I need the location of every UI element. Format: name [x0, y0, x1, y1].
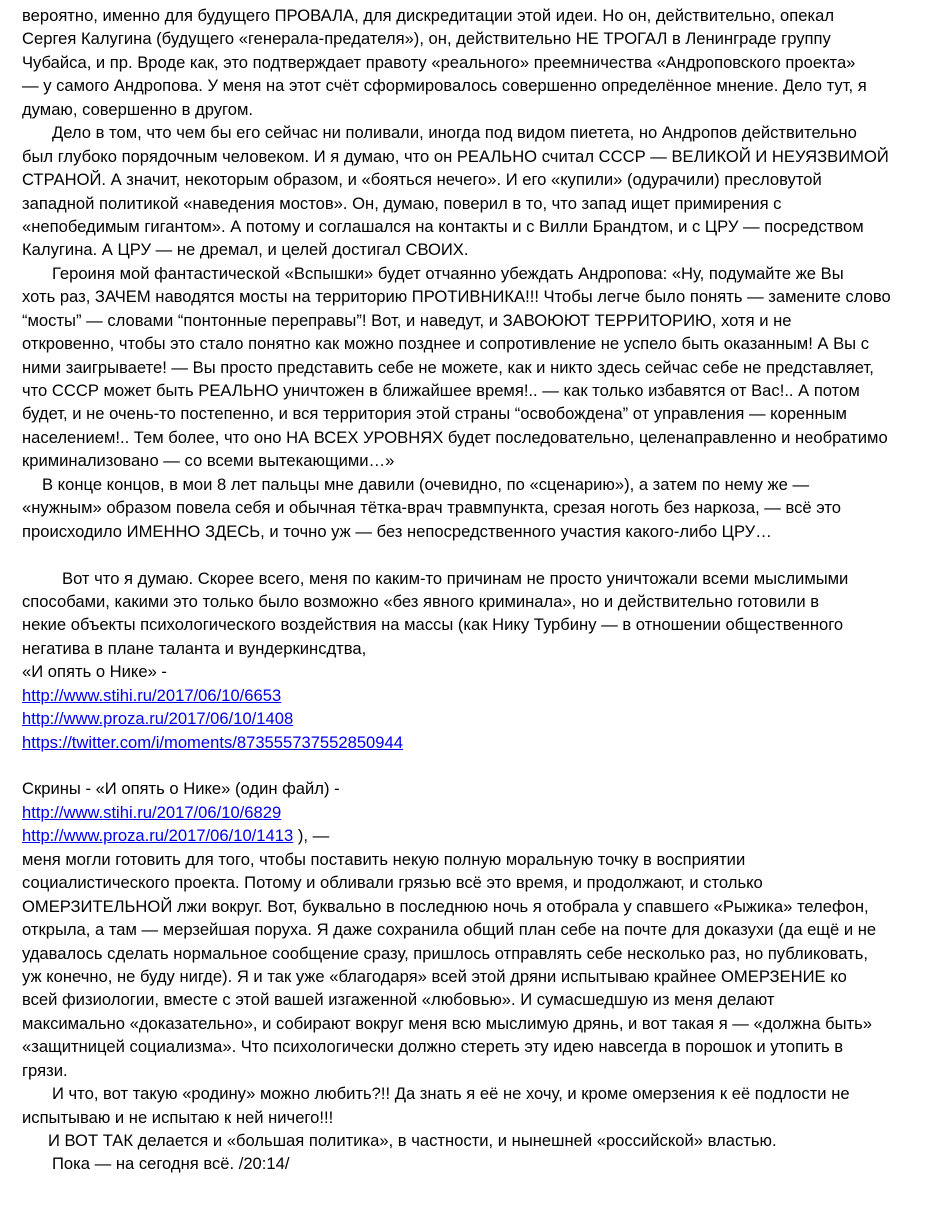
stihi-link[interactable]: http://www.stihi.ru/2017/06/10/6653 [22, 685, 282, 705]
text-line: всей физиологии, вместе с этой вашей изгаженной «любовью». И сумасшедшую из меня делают [22, 990, 775, 1010]
text-line: «непобедимым гигантом». А потому и соглашался на контакты и с Вилли Брандтом, и с ЦРУ — посредством [22, 216, 864, 236]
blank-line [22, 754, 932, 777]
text-line: вероятно, именно для будущего ПРОВАЛА, для дискредитации этой идеи. Но он, действительно, опекал [22, 6, 835, 25]
text-line: удавалось сделать нормальное сообщение сразу, пришлось отправлять себе несколько раз, но публиковать, [22, 943, 869, 963]
text-line: “мосты” — словами “понтонные переправы”! Вот, и наведут, и ЗАВОЮЮТ ТЕРРИТОРИЮ, хотя и не [22, 310, 792, 330]
text-line: «защитницей социализма». Что психологически должно стереть эту идею навсегда в порошок и утопить в [22, 1037, 844, 1057]
proza-link[interactable]: http://www.proza.ru/2017/06/10/1408 [22, 709, 294, 729]
paragraph-6 [22, 848, 932, 1082]
text-line: способами, какими это только было возможно «без явного криминала», но и действительно готовили в [22, 591, 820, 611]
text-line: был глубоко порядочным человеком. И я думаю, что он РЕАЛЬНО считал СССР — ВЕЛИКОЙ И НЕУЯЗВИМОЙ [22, 146, 889, 166]
text-line: происходило ИМЕННО ЗДЕСЬ, и точно уж — без непосредственного участия какого-либо ЦРУ… [22, 521, 772, 541]
links-group-1 [22, 684, 932, 754]
text-line: негатива в плане таланта и вундеркинсдтва, [22, 638, 367, 658]
text-line: «И опять о Нике» - [22, 662, 167, 682]
document-page [22, 4, 932, 1176]
text-line: ними заигрываете! — Вы просто представить себе не можете, как и никто здесь сейчас себе не представляет, [22, 357, 874, 377]
proza-screens-link[interactable]: http://www.proza.ru/2017/06/10/1413 [22, 826, 294, 846]
paragraph-7 [22, 1082, 932, 1129]
screens-label: Скрины - «И опять о Нике» (один файл) - [22, 779, 340, 799]
text-line: думаю, совершенно в другом. [22, 99, 253, 119]
text-line: Калугина. А ЦРУ — не дремал, и целей достигал СВОИХ. [22, 240, 469, 260]
link-suffix: ), — [293, 826, 330, 846]
text-line: открыла, а там — мерзейшая поруха. Я даже сохранила общий план себе на почте для доказухи (да ещё и не [22, 920, 877, 940]
text-line: грязи. [22, 1060, 68, 1080]
text-line: И что, вот такую «родину» можно любить?!! Да знать я её не хочу, и кроме омерзения к её подлости не [52, 1084, 850, 1104]
text-line: максимально «доказательно», и собирают вокруг меня всю мыслимую дрянь, и вот такая я — «должна быть» [22, 1013, 872, 1033]
stihi-screens-link[interactable]: http://www.stihi.ru/2017/06/10/6829 [22, 802, 282, 822]
text-line: населением!.. Тем более, что оно НА ВСЕХ УРОВНЯХ будет последовательно, целенаправленно и необратимо [22, 427, 888, 447]
paragraph-4 [22, 473, 932, 543]
text-line: откровенно, чтобы это стало понятно как можно позднее и сопротивление не успело быть оказанным! А Вы с [22, 334, 869, 354]
text-line: хоть раз, ЗАЧЕМ наводятся мосты на территорию ПРОТИВНИКА!!! Чтобы легче было понять — замените слово [22, 287, 891, 307]
text-line: Вот что я думаю. Скорее всего, меня по каким-то причинам не просто уничтожали всеми мыслимыми [62, 568, 849, 588]
text-line: некие объекты психологического воздействия на массы (как Нику Турбину — в отношении общественного [22, 615, 844, 635]
text-line: Героиня мой фантастической «Вспышки» будет отчаянно убеждать Андропова: «Ну, подумайте же Вы [52, 263, 844, 283]
text-line: испытываю и не испытаю к ней ничего!!! [22, 1107, 334, 1127]
text-line: «нужным» образом повела себя и обычная тётка-врач травмпункта, срезая ноготь без наркоза, — всё это [22, 498, 841, 518]
paragraph-1 [22, 4, 932, 121]
text-line: Дело в том, что чем бы его сейчас ни поливали, иногда под видом пиетета, но Андропов действительно [52, 123, 857, 143]
text-line: — у самого Андропова. У меня на этот счёт сформировалось совершенно определённое мнение. Дело тут, я [22, 76, 867, 96]
paragraph-8: И ВОТ ТАК делается и «большая политика», в частности, и нынешней «российской» властью. [48, 1131, 777, 1150]
links-group-2 [22, 801, 932, 848]
text-line: что СССР может быть РЕАЛЬНО уничтожен в ближайшее время!.. — как только избавятся от Вас!.. А потом [22, 381, 860, 400]
text-line: меня могли готовить для того, чтобы поставить некую полную моральную точку в восприятии [22, 849, 746, 869]
text-line: В конце концов, в мои 8 лет пальцы мне давили (очевидно, по «сценарию»), а затем по нему же — [42, 474, 810, 494]
text-line: ОМЕРЗИТЕЛЬНОЙ лжи вокруг. Вот, буквально в последнюю ночь я отобрала у спавшего «Рыжика» телефон, [22, 896, 869, 916]
text-line: Сергея Калугина (будущего «генерала-предателя»), он, действительно НЕ ТРОГАЛ в Ленинграде группу [22, 29, 831, 49]
text-line: западной политикой «наведения мостов». Он, думаю, поверил в то, что запад ищет примирения с [22, 193, 782, 213]
paragraph-2 [22, 121, 932, 262]
paragraph-5 [22, 567, 932, 684]
text-line: будет, и не очень-то постепенно, и вся территория этой страны “освобождена” от управления — коренным [22, 404, 847, 424]
paragraph-9: Пока — на сегодня всё. /20:14/ [52, 1154, 290, 1174]
text-line: криминализовано — со всеми вытекающими…» [22, 451, 395, 471]
text-line: СТРАНОЙ. А значит, некоторым образом, и «бояться нечего». И его «купили» (одурачили) пресловутой [22, 170, 822, 190]
twitter-link[interactable]: https://twitter.com/i/moments/873555737552850944 [22, 732, 403, 752]
text-line: Чубайса, и пр. Вроде как, это подтверждает правоту «реального» преемничества «Андроповского проекта» [22, 52, 856, 72]
text-line: социалистического проекта. Потому и обливали грязью всё это время, и продолжают, и столько [22, 873, 763, 893]
paragraph-3 [22, 262, 932, 473]
blank-line [22, 543, 932, 566]
text-line: уж конечно, не буду нигде). Я и так уже «благодаря» всей этой дряни испытываю крайнее ОМЕРЗЕНИЕ ко [22, 966, 847, 986]
